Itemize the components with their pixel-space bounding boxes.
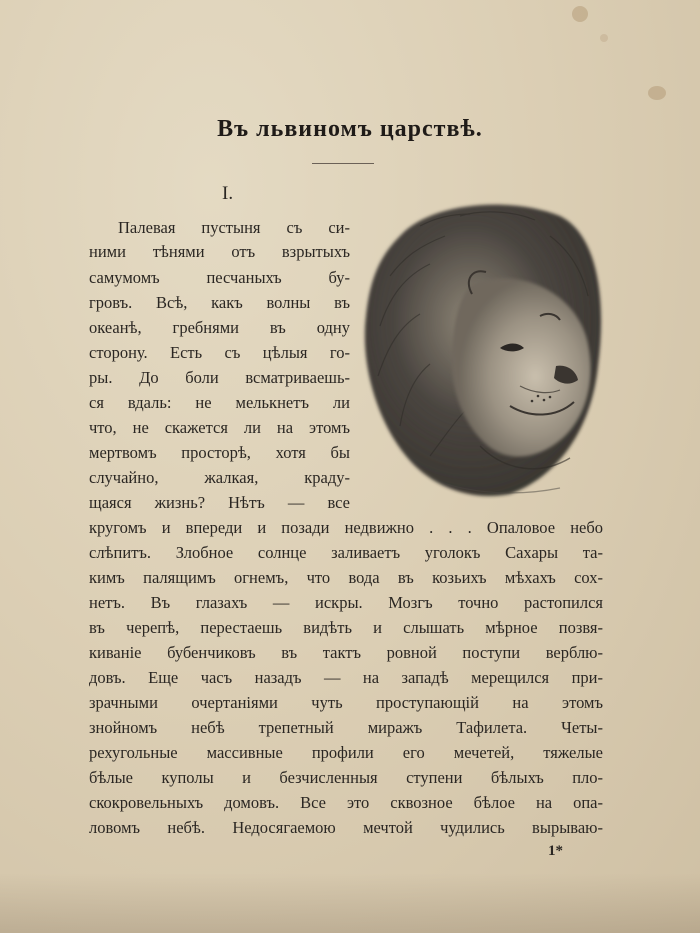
text-line: сторону. Есть съ цѣлыя го- (89, 343, 350, 362)
text-line: слѣпитъ. Злобное солнце заливаетъ уголокъ Сахары та- (89, 543, 603, 562)
text-line: знойномъ небѣ трепетный миражъ Тафилета. Четы- (89, 718, 603, 737)
paper-stain (648, 86, 666, 100)
text-line: скокровельныхъ домовъ. Все это сквозное бѣлое на опа- (89, 793, 603, 812)
lion-illustration (360, 196, 606, 502)
paper-stain (600, 34, 608, 42)
text-line: случайно, жалкая, краду- (89, 468, 350, 487)
text-line: въ черепѣ, перестаешь видѣть и слышать мѣрное позвя- (89, 618, 603, 637)
text-line: мертвомъ просторѣ, хотя бы (89, 443, 350, 462)
text-line: Палевая пустыня съ си- (118, 218, 350, 237)
text-line: ними тѣнями отъ взрытыхъ (89, 242, 350, 261)
text-line: бѣлые куполы и безчисленныя ступени бѣлыхъ пло- (89, 768, 603, 787)
text-line: ся вдаль: не мелькнетъ ли (89, 393, 350, 412)
text-line: довъ. Еще часъ назадъ — на западѣ мерещился при- (89, 668, 603, 687)
text-line: кругомъ и впереди и позади недвижно . . . Опаловое небо (89, 518, 603, 537)
chapter-number: I. (222, 183, 234, 204)
text-line: ловомъ небѣ. Недосягаемою мечтой чудились вырываю- (89, 818, 603, 837)
text-line: самумомъ песчаныхъ бу- (89, 268, 350, 287)
text-line: нетъ. Въ глазахъ — искры. Мозгъ точно растопился (89, 593, 603, 612)
title-rule (312, 163, 374, 164)
page-shadow (0, 873, 700, 933)
text-line: гровъ. Всѣ, какъ волны въ (89, 293, 350, 312)
paper-stain (572, 6, 588, 22)
text-line: рехугольные массивные профили его мечетей, тяжелые (89, 743, 603, 762)
text-line: ры. До боли всматриваешь- (89, 368, 350, 387)
text-line: киваніе бубенчиковъ въ тактъ ровной поступи верблю- (89, 643, 603, 662)
text-line: океанѣ, гребнями въ одну (89, 318, 350, 337)
text-line: что, не скажется ли на этомъ (89, 418, 350, 437)
page-folio: 1* (548, 843, 563, 859)
text-line: щаяся жизнь? Нѣтъ — все (89, 493, 350, 512)
page-title: Въ львиномъ царствѣ. (217, 116, 483, 142)
text-line: кимъ палящимъ огнемъ, что вода въ козьихъ мѣхахъ сох- (89, 568, 603, 587)
text-line: зрачными очертаніями чуть проступающій на этомъ (89, 693, 603, 712)
